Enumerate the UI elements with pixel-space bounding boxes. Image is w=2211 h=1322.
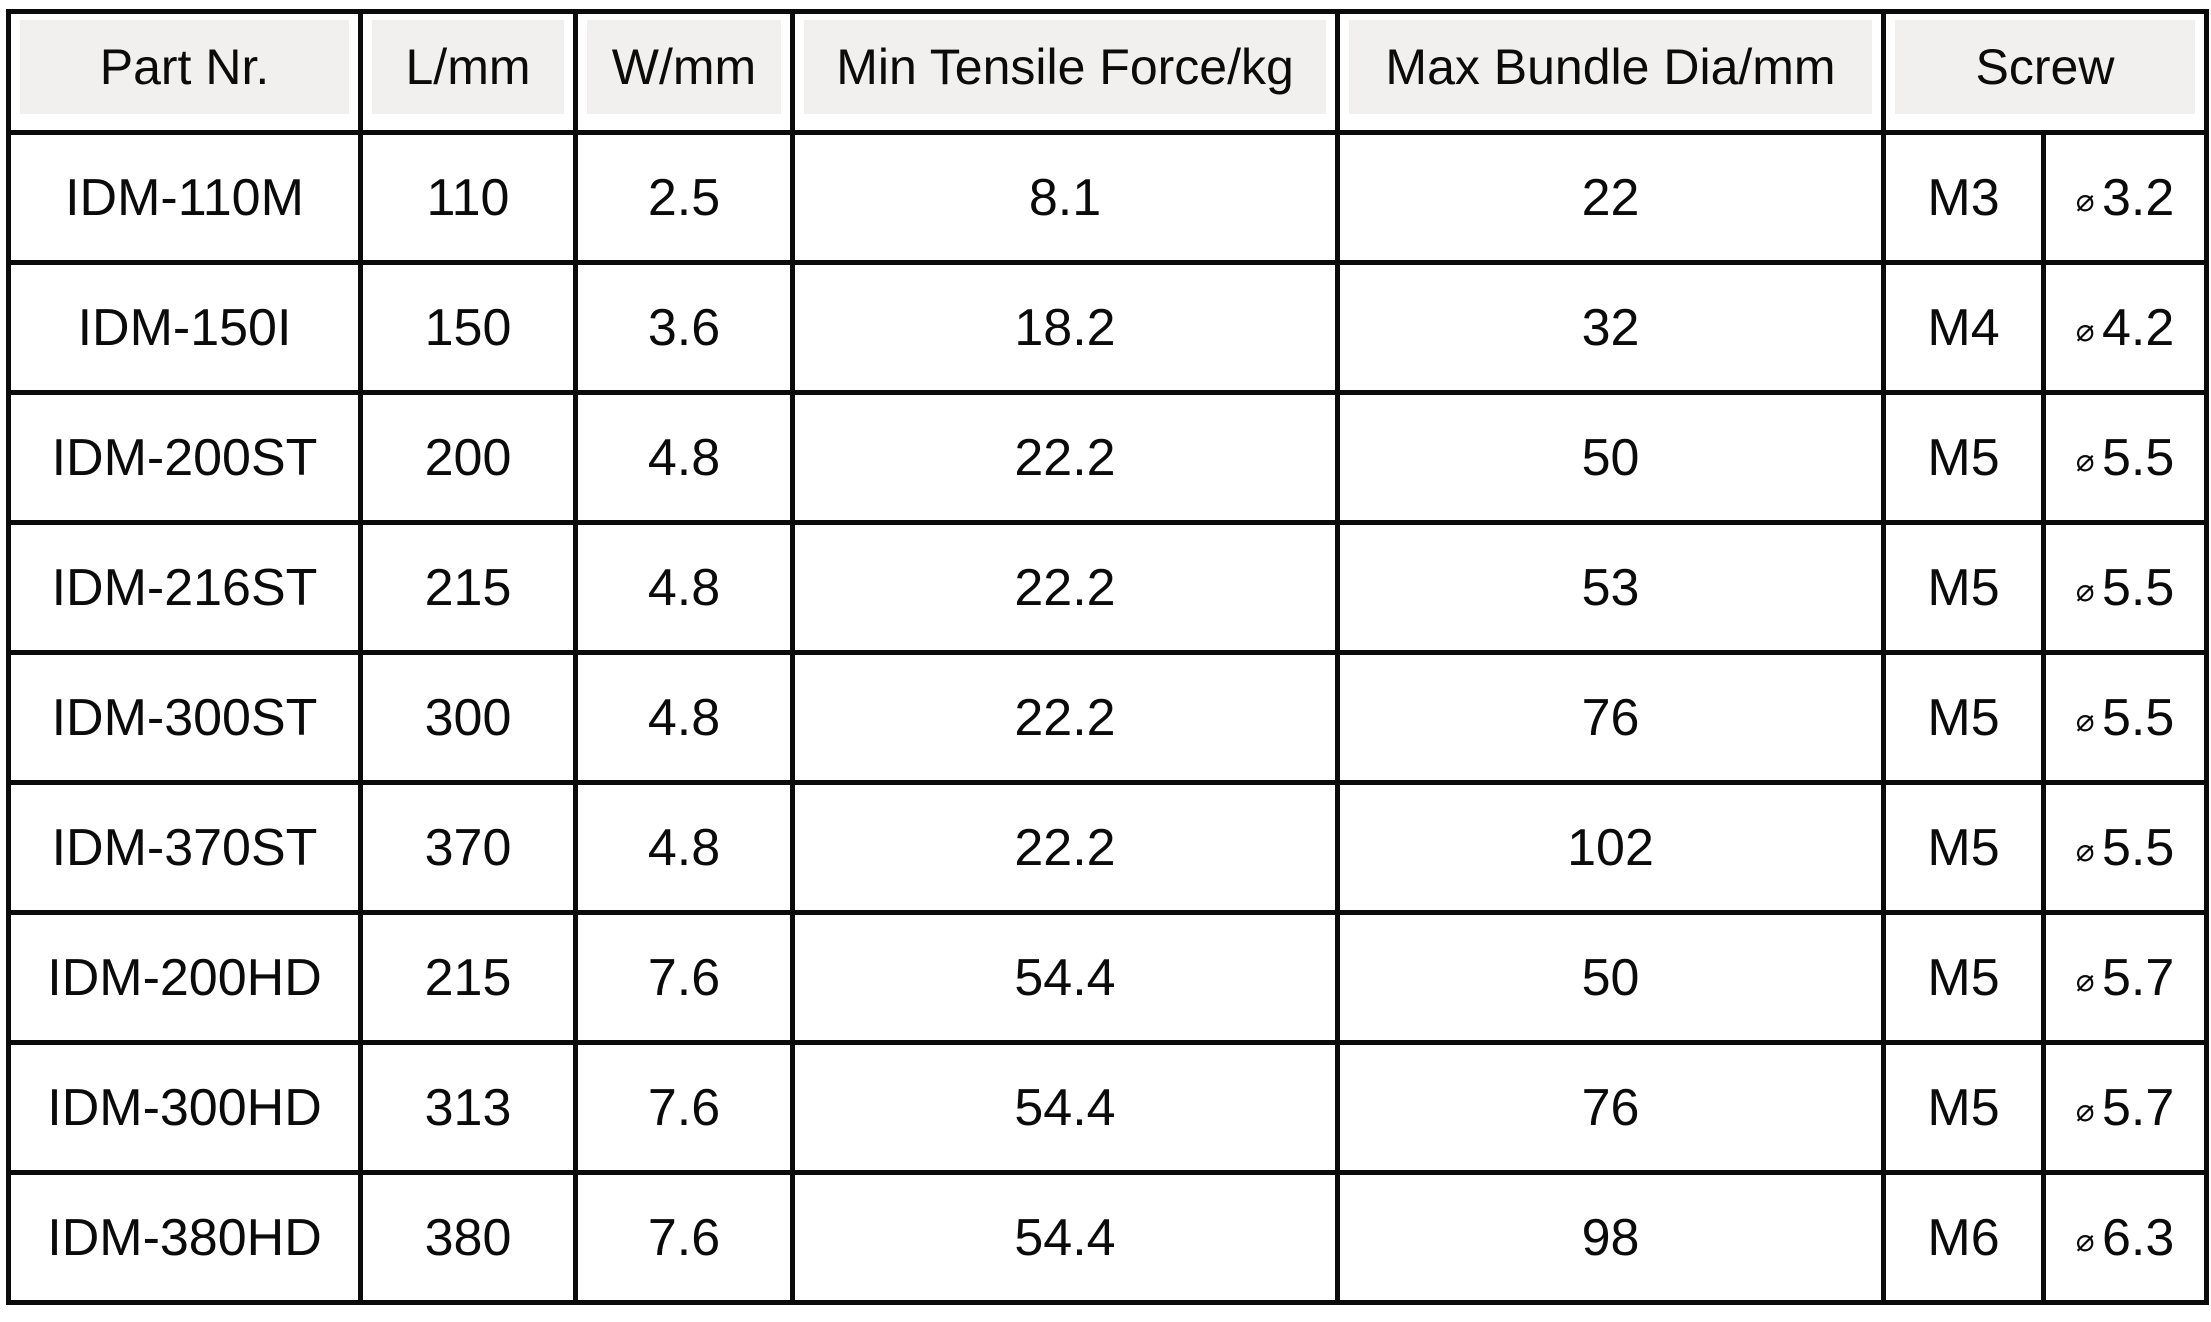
part-nr-cell: IDM-110M bbox=[9, 133, 361, 263]
tensile-force-cell: 8.1 bbox=[793, 133, 1338, 263]
screw-dia-cell bbox=[2044, 783, 2207, 913]
screw-dia-value: 5.5 bbox=[2101, 818, 2175, 877]
screw-dia-value: 5.7 bbox=[2101, 1078, 2175, 1137]
screw-dia-cell bbox=[2044, 133, 2207, 263]
screw-dia-cell bbox=[2044, 263, 2207, 393]
width-cell: 4.8 bbox=[576, 393, 793, 523]
col-header-bundle-dia-label: Max Bundle Dia/mm bbox=[1385, 39, 1836, 95]
table-row bbox=[9, 393, 2207, 523]
width-cell: 4.8 bbox=[576, 523, 793, 653]
screw-dia-cell bbox=[2044, 523, 2207, 653]
header-fill bbox=[1895, 20, 2195, 114]
part-nr-cell: IDM-300HD bbox=[9, 1043, 361, 1173]
screw-dia-value: 4.2 bbox=[2101, 298, 2175, 357]
screw-dia-value: 6.3 bbox=[2101, 1208, 2175, 1267]
spec-table bbox=[6, 9, 2209, 1305]
col-header-width-label: W/mm bbox=[611, 39, 757, 95]
col-header-tensile-force-label: Min Tensile Force/kg bbox=[836, 39, 1294, 95]
header-fill bbox=[20, 20, 349, 114]
length-cell: 300 bbox=[361, 653, 576, 783]
screw-size-cell: M4 bbox=[1884, 263, 2044, 393]
screw-dia-value: 5.5 bbox=[2101, 428, 2175, 487]
bundle-dia-cell: 76 bbox=[1338, 1043, 1884, 1173]
diameter-symbol-icon: ⌀ bbox=[2075, 833, 2095, 870]
length-cell: 380 bbox=[361, 1173, 576, 1303]
tensile-force-cell: 22.2 bbox=[793, 653, 1338, 783]
bundle-dia-cell: 22 bbox=[1338, 133, 1884, 263]
table-row bbox=[9, 1043, 2207, 1173]
screw-dia-value: 5.5 bbox=[2101, 558, 2175, 617]
length-cell: 110 bbox=[361, 133, 576, 263]
bundle-dia-cell: 98 bbox=[1338, 1173, 1884, 1303]
col-header-length-label: L/mm bbox=[405, 39, 531, 95]
tensile-force-cell: 18.2 bbox=[793, 263, 1338, 393]
diameter-symbol-icon: ⌀ bbox=[2075, 1093, 2095, 1130]
table-row bbox=[9, 653, 2207, 783]
width-cell: 7.6 bbox=[576, 1173, 793, 1303]
table-row bbox=[9, 913, 2207, 1043]
length-cell: 150 bbox=[361, 263, 576, 393]
length-cell: 313 bbox=[361, 1043, 576, 1173]
tensile-force-cell: 54.4 bbox=[793, 913, 1338, 1043]
col-header-part-nr bbox=[9, 12, 361, 133]
table-row bbox=[9, 1173, 2207, 1303]
width-cell: 3.6 bbox=[576, 263, 793, 393]
length-cell: 200 bbox=[361, 393, 576, 523]
screw-size-cell: M6 bbox=[1884, 1173, 2044, 1303]
col-header-screw bbox=[1884, 12, 2207, 133]
length-cell: 215 bbox=[361, 523, 576, 653]
tensile-force-cell: 22.2 bbox=[793, 783, 1338, 913]
screw-size-cell: M5 bbox=[1884, 913, 2044, 1043]
bundle-dia-cell: 102 bbox=[1338, 783, 1884, 913]
length-cell: 370 bbox=[361, 783, 576, 913]
screw-dia-value: 5.5 bbox=[2101, 688, 2175, 747]
diameter-symbol-icon: ⌀ bbox=[2075, 1223, 2095, 1260]
length-cell: 215 bbox=[361, 913, 576, 1043]
screw-dia-cell bbox=[2044, 913, 2207, 1043]
part-nr-cell: IDM-380HD bbox=[9, 1173, 361, 1303]
col-header-width bbox=[576, 12, 793, 133]
diameter-symbol-icon: ⌀ bbox=[2075, 573, 2095, 610]
width-cell: 4.8 bbox=[576, 783, 793, 913]
width-cell: 7.6 bbox=[576, 913, 793, 1043]
part-nr-cell: IDM-150I bbox=[9, 263, 361, 393]
screw-size-cell: M5 bbox=[1884, 653, 2044, 783]
screw-dia-cell bbox=[2044, 1173, 2207, 1303]
part-nr-cell: IDM-370ST bbox=[9, 783, 361, 913]
col-header-length bbox=[361, 12, 576, 133]
screw-dia-cell bbox=[2044, 653, 2207, 783]
bundle-dia-cell: 50 bbox=[1338, 393, 1884, 523]
tensile-force-cell: 22.2 bbox=[793, 393, 1338, 523]
diameter-symbol-icon: ⌀ bbox=[2075, 703, 2095, 740]
col-header-tensile-force bbox=[793, 12, 1338, 133]
screw-size-cell: M3 bbox=[1884, 133, 2044, 263]
table-row bbox=[9, 783, 2207, 913]
diameter-symbol-icon: ⌀ bbox=[2075, 443, 2095, 480]
screw-dia-cell bbox=[2044, 1043, 2207, 1173]
tensile-force-cell: 54.4 bbox=[793, 1043, 1338, 1173]
screw-dia-value: 3.2 bbox=[2101, 168, 2175, 227]
header-fill bbox=[372, 20, 564, 114]
part-nr-cell: IDM-200HD bbox=[9, 913, 361, 1043]
diameter-symbol-icon: ⌀ bbox=[2075, 313, 2095, 350]
table-row bbox=[9, 133, 2207, 263]
screw-size-cell: M5 bbox=[1884, 523, 2044, 653]
col-header-part-nr-label: Part Nr. bbox=[99, 39, 270, 95]
bundle-dia-cell: 53 bbox=[1338, 523, 1884, 653]
screw-dia-value: 5.7 bbox=[2101, 948, 2175, 1007]
tensile-force-cell: 22.2 bbox=[793, 523, 1338, 653]
part-nr-cell: IDM-300ST bbox=[9, 653, 361, 783]
screw-dia-cell bbox=[2044, 393, 2207, 523]
header-fill bbox=[1349, 20, 1872, 114]
diameter-symbol-icon: ⌀ bbox=[2075, 963, 2095, 1000]
width-cell: 7.6 bbox=[576, 1043, 793, 1173]
header-fill bbox=[587, 20, 781, 114]
bundle-dia-cell: 50 bbox=[1338, 913, 1884, 1043]
header-fill bbox=[804, 20, 1326, 114]
width-cell: 4.8 bbox=[576, 653, 793, 783]
diameter-symbol-icon: ⌀ bbox=[2075, 183, 2095, 220]
screw-size-cell: M5 bbox=[1884, 783, 2044, 913]
bundle-dia-cell: 32 bbox=[1338, 263, 1884, 393]
width-cell: 2.5 bbox=[576, 133, 793, 263]
part-nr-cell: IDM-216ST bbox=[9, 523, 361, 653]
screw-size-cell: M5 bbox=[1884, 1043, 2044, 1173]
screw-size-cell: M5 bbox=[1884, 393, 2044, 523]
header-row bbox=[9, 12, 2207, 133]
col-header-screw-label: Screw bbox=[1975, 39, 2115, 95]
table-header bbox=[9, 12, 2207, 133]
table-body bbox=[9, 133, 2207, 1303]
part-nr-cell: IDM-200ST bbox=[9, 393, 361, 523]
table-row bbox=[9, 263, 2207, 393]
bundle-dia-cell: 76 bbox=[1338, 653, 1884, 783]
tensile-force-cell: 54.4 bbox=[793, 1173, 1338, 1303]
col-header-bundle-dia bbox=[1338, 12, 1884, 133]
table-row bbox=[9, 523, 2207, 653]
